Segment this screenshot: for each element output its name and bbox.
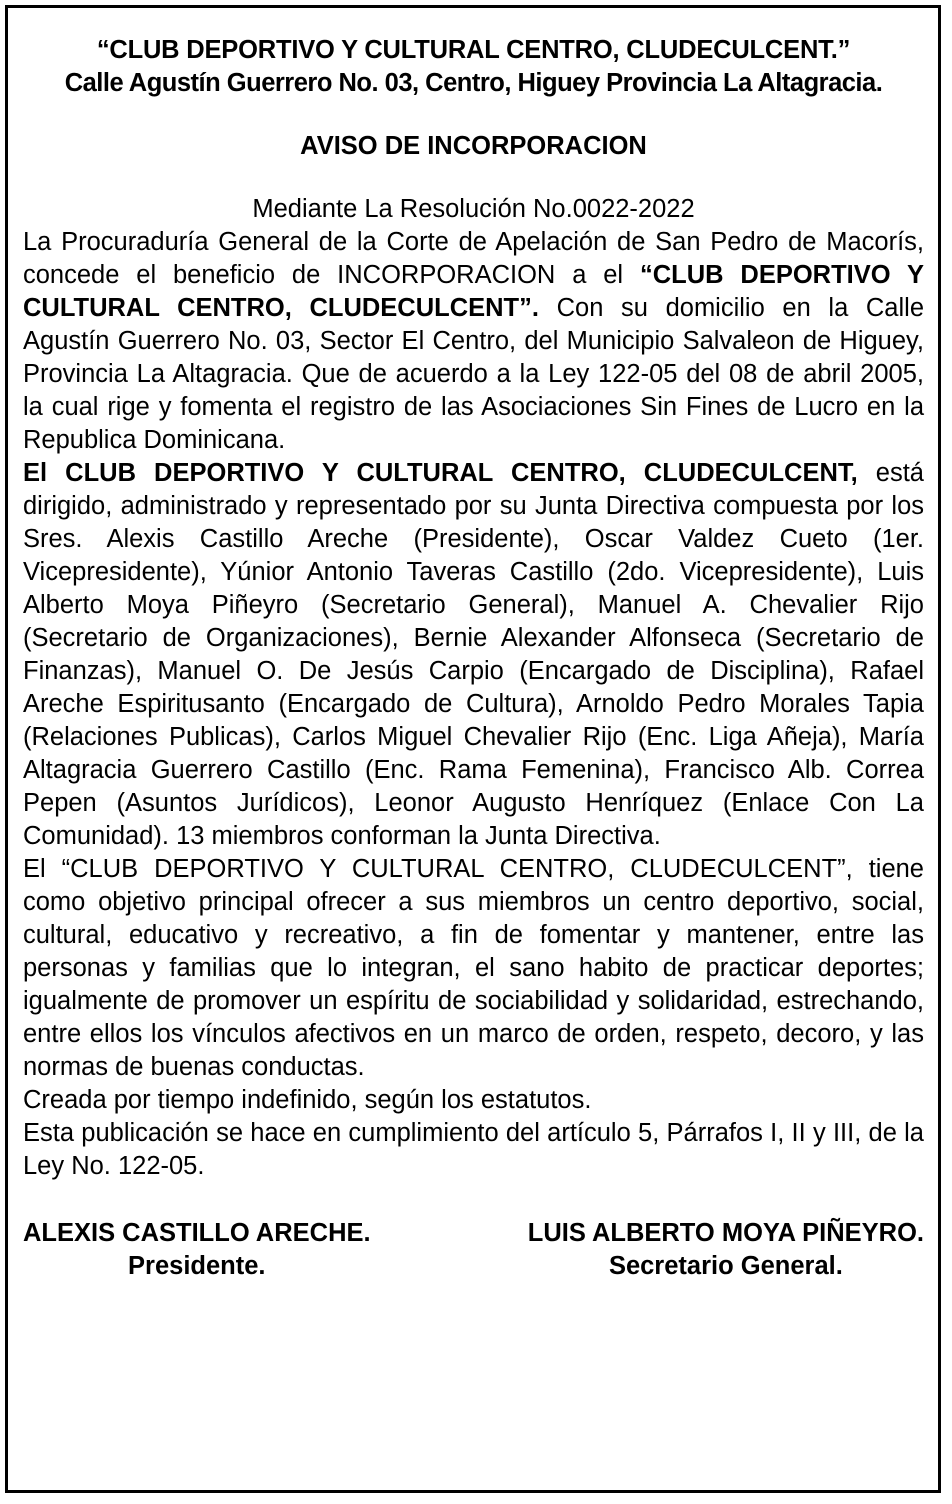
signature-president bbox=[23, 1217, 371, 1283]
paragraph-objective: El “CLUB DEPORTIVO Y CULTURAL CENTRO, CLUDECULCENT”, tiene como objetivo principal ofrecer a sus miembros un centro deportivo, social, cultural, educativo y recreativo, a fin de fomentar y mantener, entre las personas y familias que lo integran, el sano habito de practicar deportes; igualmente de promover un espíritu de sociabilidad y solidaridad, estrechando, entre ellos los vínculos afectivos en un marco de orden, respeto, decoro, y las normas de buenas conductas. bbox=[23, 855, 924, 1081]
signature-block bbox=[23, 1217, 924, 1283]
paragraph-duration: Creada por tiempo indefinido, según los estatutos. bbox=[23, 1086, 592, 1114]
signature-name: ALEXIS CASTILLO ARECHE. bbox=[23, 1219, 371, 1247]
signature-secretary bbox=[528, 1217, 924, 1283]
signature-role: Secretario General. bbox=[608, 1252, 843, 1280]
header-club-name: “CLUB DEPORTIVO Y CULTURAL CENTRO, CLUDECULCENT.” bbox=[96, 36, 851, 64]
paragraph-board bbox=[23, 457, 924, 853]
resolution-line: Mediante La Resolución No.0022-2022 bbox=[252, 195, 695, 223]
notice-title: AVISO DE INCORPORACION bbox=[300, 132, 647, 160]
paragraph-incorporation bbox=[23, 226, 924, 457]
paragraph-board-text: está dirigido, administrado y representado por su Junta Directiva compuesta por los Sres. Alexis Castillo Areche (Presidente), Oscar Valdez Cueto (1er. Vicepresidente), Yúnior Antonio Taveras Castillo (2do. Vicepresidente), Luis Alberto Moya Piñeyro (Secretario General), Manuel A. Chevalier Rijo (Secretario de Organizaciones), Bernie Alexander Alfonseca (Secretario de Finanzas), Manuel O. De Jesús Carpio (Encargado de Disciplina), Rafael Areche Espiritusanto (Encargado de Cultura), Arnoldo Pedro Morales Tapia (Relaciones Publicas), Carlos Miguel Chevalier Rijo (Enc. Liga Añeja), María Altagracia Guerrero Castillo (Enc. Rama Femenina), Francisco Alb. Correa Pepen (Asuntos Jurídicos), Leonor Augusto Henríquez (Enlace Con La Comunidad). 13 miembros conforman la Junta Directiva. bbox=[23, 459, 924, 850]
paragraph-incorporation-club: “CLUB DEPORTIVO Y CULTURAL CENTRO, CLUDECULCENT”. bbox=[23, 261, 925, 322]
paragraph-board-club: El CLUB DEPORTIVO Y CULTURAL CENTRO, CLUDECULCENT, bbox=[23, 459, 858, 487]
signature-name: LUIS ALBERTO MOYA PIÑEYRO. bbox=[527, 1219, 924, 1247]
signature-role: Presidente. bbox=[128, 1252, 266, 1280]
header-address: Calle Agustín Guerrero No. 03, Centro, Higuey Provincia La Altagracia. bbox=[64, 69, 883, 97]
notice-frame bbox=[5, 5, 941, 1493]
paragraph-publication: Esta publicación se hace en cumplimiento del artículo 5, Párrafos I, II y III, de la Ley No. 122-05. bbox=[23, 1119, 924, 1180]
paragraph-incorporation-text-a: La Procuraduría General de la Corte de Apelación de San Pedro de Macorís, concede el beneficio de INCORPORACION a el bbox=[23, 228, 924, 289]
paragraph-incorporation-text-b: Con su domicilio en la Calle Agustín Guerrero No. 03, Sector El Centro, del Municipio Salvaleon de Higuey, Provincia La Altagracia. Que de acuerdo a la Ley 122-05 del 08 de abril 2005, la cual rige y fomenta el registro de las Asociaciones Sin Fines de Lucro en la Republica Dominicana. bbox=[23, 294, 924, 454]
